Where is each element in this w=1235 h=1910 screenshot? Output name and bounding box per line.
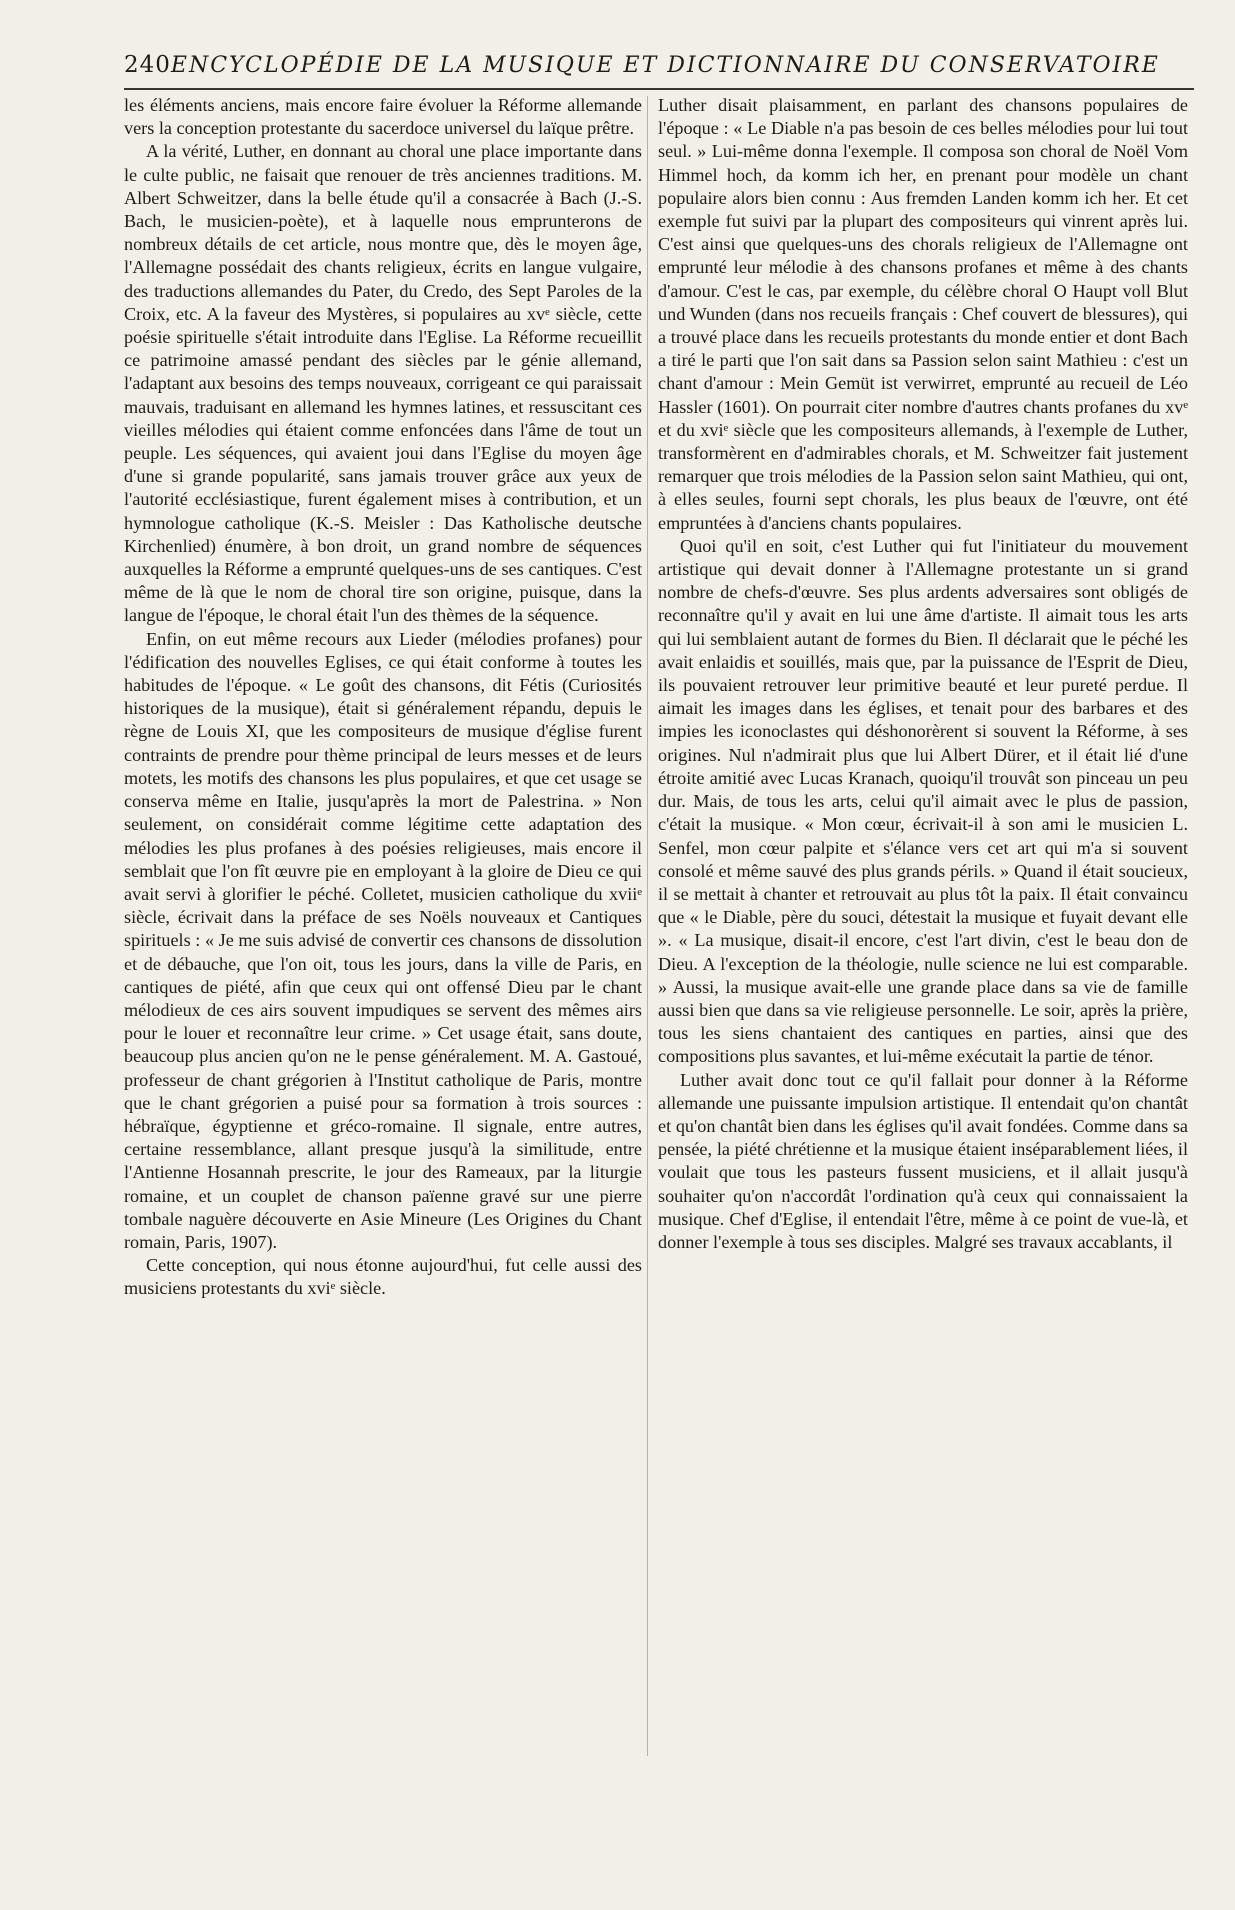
right-column bbox=[658, 94, 1188, 1894]
paragraph: Luther disait plaisamment, en parlant des chansons populaires de l'époque : « Le Diable n'a pas besoin de ces belles mélodies pour lui tout seul. » Lui-même donna l'exemple. Il composa son choral de Noël Vom Himmel hoch, da komm ich her, en prenant pour modèle un chant populaire alors bien connu : Aus fremden Landen komm ich her. Et cet exemple fut suivi par la plupart des compositeurs qui vinrent après lui. C'est ainsi que quelques-uns des chorals religieux de l'Allemagne ont emprunté leur mélodie à des chansons profanes et même à des chants d'amour. C'est le cas, par exemple, du célèbre choral O Haupt voll Blut und Wunden (dans nos recueils français : Chef couvert de blessures), qui a trouvé place dans les recueils protestants du monde entier et dont Bach a tiré le parti que l'on sait dans sa Passion selon saint Mathieu : c'est un chant d'amour : Mein Gemüt ist verwirret, emprunté au recueil de Léo Hassler (1601). On pourrait citer nombre d'autres chants profanes du xvᵉ et du xviᵉ siècle que les compositeurs allemands, à l'exemple de Luther, transformèrent en d'admirables chorals, et M. Schweitzer fait justement remarquer que trois mélodies de la Passion selon saint Mathieu, qui ont, à elles seules, fourni sept chorals, les plus beaux de l'œuvre, ont été empruntées à d'anciens chants populaires. bbox=[658, 95, 1188, 533]
column-divider bbox=[647, 96, 648, 1756]
page-number: 240 bbox=[124, 52, 171, 78]
paragraph: Enfin, on eut même recours aux Lieder (mélodies profanes) pour l'édification des nouvelles Eglises, ce qui était conforme à toutes les habitudes de l'époque. « Le goût des chansons, dit Fétis (Curiosités historiques de la musique), était si généralement répandu, depuis le règne de Louis XI, que les compositeurs de musique d'église furent contraints de prendre pour thème principal de leurs messes et de leurs motets, les motifs des chansons les plus populaires, et que cet usage se conserva même en Italie, jusqu'après la mort de Palestrina. » Non seulement, on considérait comme légitime cette adaptation des mélodies les plus profanes à des poésies religieuses, mais encore il semblait que l'on fît œuvre pie en employant à la gloire de Dieu ce qui avait servi à glorifier le péché. Colletet, musicien catholique du xviiᵉ siècle, écrivait dans la préface de ses Noëls nouveaux et Cantiques spirituels : « Je me suis advisé de convertir ces chansons de dissolution et de débauche, que l'on oit, tous les jours, dans la ville de Paris, en cantiques de piété, afin que ceux qui ont offensé Dieu par le chant mélodieux de ces airs souvent impudiques se servent des mêmes airs pour le louer et reconnaître leur crime. » Cet usage était, sans doute, beaucoup plus ancien qu'on ne le pense généralement. M. A. Gastoué, professeur de chant grégorien à l'Institut catholique de Paris, montre que le chant grégorien a puisé pour sa formation à trois sources : hébraïque, égyptienne et gréco-romaine. Il signale, entre autres, certaine ressemblance, allant presque jusqu'à la similitude, entre l'Antienne Hosannah prescrite, le jour des Rameaux, par la liturgie romaine, et un couplet de chanson païenne gravé sur une pierre tombale naguère découverte en Asie Mineure (Les Origines du Chant romain, Paris, 1907). bbox=[124, 628, 642, 1252]
paragraph: Quoi qu'il en soit, c'est Luther qui fut l'initiateur du mouvement artistique qui devait donner à l'Allemagne protestante un si grand nombre de chefs-d'œuvre. Ses plus ardents adversaires sont obligés de reconnaître qu'il y avait en lui une âme d'artiste. Il aimait tous les arts qui lui semblaient autant de formes du Bien. Il déclarait que le péché les avait enlaidis et souillés, mais que, par la puissance de l'Esprit de Dieu, ils pouvaient retrouver leur primitive beauté et leur pureté perdue. Il aimait les images dans les églises, et tenait pour des barbares et des impies les iconoclastes qui déshonorèrent si souvent la Réforme, à ses origines. Nul n'admirait plus que lui Albert Dürer, et il était lié d'une étroite amitié avec Lucas Kranach, quoiqu'il trouvât son pinceau un peu dur. Mais, de tous les arts, celui qu'il aimait avec le plus de passion, c'était la musique. « Mon cœur, écrivait-il à son ami le musicien L. Senfel, mon cœur palpite et s'élance vers cet art qui m'a si souvent consolé et même sauvé des plus grands périls. » Quand il était soucieux, il se mettait à chanter et retrouvait au plus tôt la paix. Il était convaincu que « le Diable, père du souci, détestait la musique et fuyait devant elle ». « La musique, disait-il encore, c'est l'art divin, c'est le beau don de Dieu. A l'exception de la théologie, nulle science ne lui est comparable. » Aussi, la musique avait-elle une grande place dans sa vie de famille aussi bien que dans sa vie religieuse personnelle. Le soir, après la prière, tous les siens chantaient des cantiques en parties, ainsi que des compositions plus savantes, et lui-même exécutait la partie de ténor. bbox=[658, 535, 1188, 1067]
paragraph: Cette conception, qui nous étonne aujourd'hui, fut celle aussi des musiciens protestants du xviᵉ siècle. bbox=[124, 1255, 642, 1299]
left-column bbox=[124, 94, 642, 1894]
paragraph: Luther avait donc tout ce qu'il fallait pour donner à la Réforme allemande une puissante impulsion artistique. Il entendait qu'on chantât et qu'on chantât bien dans les églises qu'il avait fondées. Comme dans sa pensée, la piété chrétienne et la musique étaient inséparablement liées, il voulait que tous les pasteurs fussent musiciens, et il allait jusqu'à souhaiter qu'on n'accordât l'ordination qu'à ceux qui connaissaient la musique. Chef d'Eglise, il entendait l'être, même à ce point de vue-là, et donner l'exemple à tous ses disciples. Malgré ses travaux accablants, il bbox=[658, 1069, 1188, 1252]
paragraph: A la vérité, Luther, en donnant au choral une place importante dans le culte public, ne faisait que renouer de très anciennes traditions. M. Albert Schweitzer, dans la belle étude qu'il a consacrée à Bach (J.-S. Bach, le musicien-poète), et à laquelle nous emprunterons de nombreux détails de cet article, nous montre que, dès le moyen âge, l'Allemagne possédait des chants religieux, écrits en langue vulgaire, des traductions allemandes du Pater, du Credo, des Sept Paroles de la Croix, etc. A la faveur des Mystères, si populaires au xvᵉ siècle, cette poésie spirituelle s'était introduite dans l'Eglise. La Réforme recueillit ce patrimoine amassé pendant des siècles par le génie allemand, l'adaptant aux besoins des temps nouveaux, corrigeant ce qui paraissait mauvais, traduisant en allemand les hymnes latines, et ressuscitant ces vieilles mélodies qui étaient comme enfoncées dans l'âme de tout un peuple. Les séquences, qui avaient joui dans l'Eglise du moyen âge d'une si grande popularité, sans jamais trouver grâce aux yeux de l'autorité ecclésiastique, furent également mises à contribution, et un hymnologue catholique (K.-S. Meisler : Das Katholische deutsche Kirchenlied) énumère, à bon droit, un grand nombre de séquences auxquelles la Réforme a emprunté quelques-uns de ses cantiques. C'est même de là que le nom de choral tire son origine, puisque, dans la langue de l'époque, le choral était l'un des thèmes de la séquence. bbox=[124, 141, 642, 626]
header-rule bbox=[124, 88, 1194, 90]
paragraph: les éléments anciens, mais encore faire évoluer la Réforme allemande vers la conception protestante du sacerdoce universel du laïque prêtre. bbox=[124, 95, 642, 139]
page-header bbox=[124, 52, 1160, 86]
running-title: ENCYCLOPÉDIE DE LA MUSIQUE ET DICTIONNAIRE DU CONSERVATOIRE bbox=[170, 53, 1160, 78]
